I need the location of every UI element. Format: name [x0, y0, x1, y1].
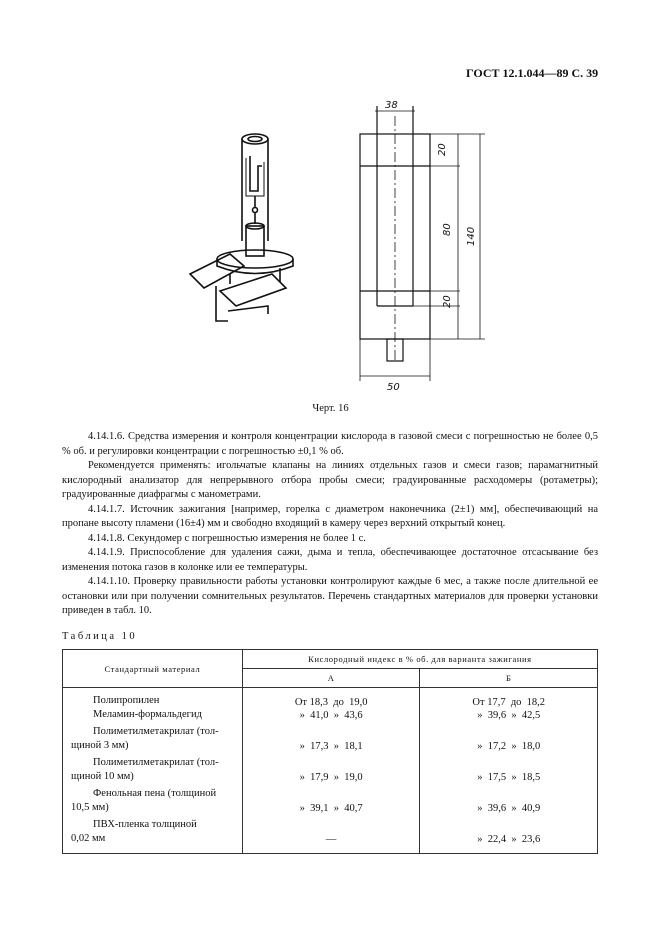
table-row: Меламин-формальдегид » 41,0 » 43,6 » 39,6 » 42,5 — [63, 708, 598, 722]
figure-16 — [180, 96, 500, 396]
paragraph: 4.14.1.9. Приспособление для удаления сажи, дыма и тепла, обеспечивающее достаточное отсасывание без изменения потока газов в колонке или ее температуры. — [62, 547, 598, 573]
header-variant-a: А — [242, 669, 420, 688]
empty-value-dash: — — [325, 834, 337, 845]
table-row: Полиметилметакрилат (тол- щиной 10 мм) » 17,9 » 19,0 » 17,5 » 18,5 — [63, 752, 598, 783]
dim-bottom-width: 50 — [387, 382, 400, 393]
dim-h-bot: 20 — [442, 295, 453, 308]
holder-sketch — [190, 134, 293, 321]
material-name: Полипропилен — [93, 695, 160, 706]
table-row: Полиметилметакрилат (тол- щиной 3 мм) » 17,3 » 18,1 » 17,2 » 18,0 — [63, 721, 598, 752]
material-name: Полиметилметакрилат (тол- — [93, 726, 219, 737]
material-name: ПВХ-пленка толщиной — [93, 819, 197, 830]
paragraph: 4.14.1.6. Средства измерения и контроля концентрации кислорода в газовой смеси с погрешностью не более 0,5 % об. и регулировки концентрации с погрешностью ±0,1 % об. — [62, 431, 598, 457]
header-material: Стандартный материал — [63, 650, 243, 688]
material-name-cont: щиной 3 мм) — [71, 739, 129, 751]
dim-h-mid: 80 — [442, 223, 453, 236]
paragraph: 4.14.1.10. Проверку правильности работы установки контролируют каждые 6 мес, а также после длительной ее остановки или при получении сомнительных результатов. Перечень стандартных материалов для проверки установки приведен в табл. 10. — [62, 576, 598, 616]
table-row: ПВХ-пленка толщиной 0,02 мм — » 22,4 » 23,6 — [63, 814, 598, 854]
page-header: ГОСТ 12.1.044—89 С. 39 — [466, 66, 599, 80]
body-text — [62, 430, 598, 619]
paragraph: 4.14.1.8. Секундомер с погрешностью измерения не более 1 с. — [88, 532, 366, 544]
material-name: Фенольная пена (толщиной — [93, 788, 217, 799]
dim-top-width: 38 — [385, 100, 398, 111]
table-row: Фенольная пена (толщиной 10,5 мм) » 39,1 » 40,7 » 39,6 » 40,9 — [63, 783, 598, 814]
material-name: Полиметилметакрилат (тол- — [93, 757, 219, 768]
material-name-cont: щиной 10 мм) — [71, 770, 134, 782]
table-title: Таблица 10 — [62, 631, 138, 642]
paragraph: Рекомендуется применять: игольчатые клапаны на линиях отдельных газов и смеси газов; парамагнитный кислородный анализатор для непрерывного отбора пробы смеси; градуированные расходомеры (ротаметры); градуированные диафрагмы с манометрами. — [62, 460, 598, 500]
table-10 — [62, 649, 598, 854]
material-name: Меламин-формальдегид — [93, 708, 202, 720]
header-oxygen-index: Кислородный индекс в % об. для варианта зажигания — [242, 650, 597, 669]
table-row: Полипропилен От 18,3 до 19,0 От 17,7 до 18,2 — [63, 688, 598, 708]
header-variant-b: Б — [420, 669, 598, 688]
paragraph: 4.14.1.7. Источник зажигания [например, горелка с диаметром наконечника (2±1) мм], обеспечивающий на пропане высоту пламени (16±4) мм и свободно входящий в камеру через верхний открытый конец. — [62, 503, 598, 529]
material-name-cont: 10,5 мм) — [71, 801, 109, 813]
dim-h-total: 140 — [466, 226, 477, 246]
figure-caption: Черт. 16 — [312, 403, 349, 414]
dim-h-top: 20 — [437, 143, 448, 156]
material-name-cont: 0,02 мм — [71, 832, 106, 844]
